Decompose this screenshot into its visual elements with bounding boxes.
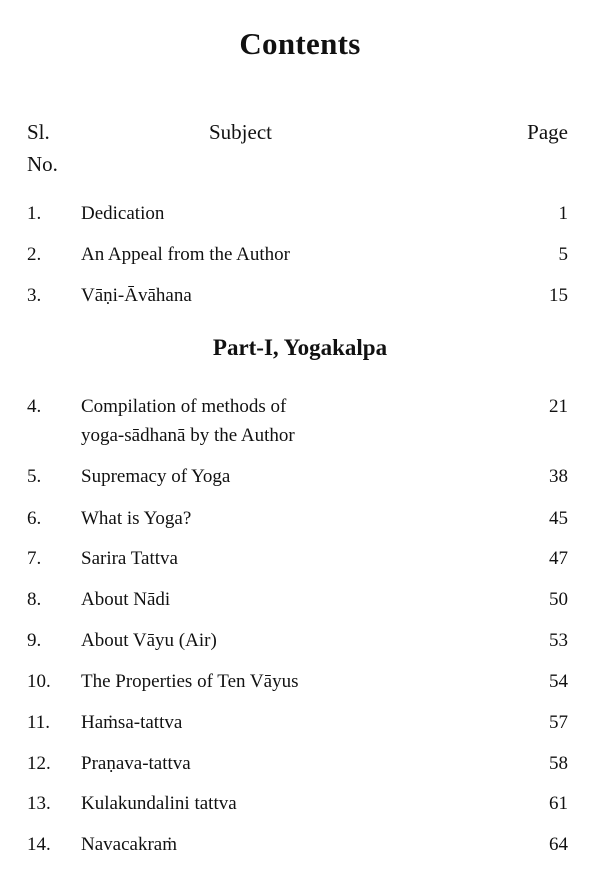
entry-subject: The Properties of Ten Vāyus	[81, 671, 299, 692]
part-heading: Part-I, Yogakalpa	[212, 335, 388, 360]
entry-subject: About Vāyu (Air)	[81, 630, 217, 651]
entry-page: 64	[549, 834, 568, 855]
entry-number: 13.	[27, 793, 51, 814]
entry-subject: Dedication	[81, 203, 165, 224]
entry-number: 7.	[27, 548, 42, 569]
entry-subject: Haṁsa-tattva	[81, 712, 183, 733]
entry-page: 57	[549, 712, 568, 733]
header-sl-no	[27, 116, 58, 180]
entry-page: 47	[549, 548, 568, 569]
entry-page: 38	[549, 466, 568, 487]
entry-page: 1	[558, 203, 568, 224]
entry-number: 8.	[27, 589, 42, 610]
entry-number: 4.	[27, 396, 42, 417]
entry-number: 11.	[27, 712, 51, 733]
entry-subject-line1: Compilation of methods of	[81, 396, 287, 417]
entry-page: 61	[549, 793, 568, 814]
header-no-label: No.	[27, 152, 58, 176]
entry-subject: What is Yoga?	[81, 508, 192, 529]
page-title: Contents	[239, 26, 361, 61]
entry-subject: Sarira Tattva	[81, 548, 178, 569]
entry-number: 6.	[27, 508, 42, 529]
entry-subject: About Nādi	[81, 589, 171, 610]
header-subject: Subject	[209, 120, 272, 144]
entry-page: 50	[549, 589, 568, 610]
entry-page: 45	[549, 508, 568, 529]
entry-page: 15	[549, 285, 568, 306]
entry-subject: Vāṇi-Āvāhana	[81, 285, 192, 306]
entry-subject: Navacakraṁ	[81, 834, 177, 855]
entry-page: 54	[549, 671, 568, 692]
entry-subject: Kulakundalini tattva	[81, 793, 237, 814]
entry-number: 3.	[27, 285, 42, 306]
entry-number: 14.	[27, 834, 51, 855]
entry-subject: Supremacy of Yoga	[81, 466, 231, 487]
entry-page: 58	[549, 753, 568, 774]
entry-subject-line2: yoga-sādhanā by the Author	[81, 425, 295, 446]
entry-page: 53	[549, 630, 568, 651]
entry-number: 12.	[27, 753, 51, 774]
entry-number: 10.	[27, 671, 51, 692]
header-sl-label: Sl.	[27, 120, 50, 144]
entry-subject: Praṇava-tattva	[81, 753, 191, 774]
entry-page: 5	[558, 244, 568, 265]
entry-subject: An Appeal from the Author	[81, 244, 290, 265]
header-page: Page	[527, 120, 568, 144]
entry-number: 1.	[27, 203, 42, 224]
entry-number: 5.	[27, 466, 42, 487]
entry-page: 21	[549, 396, 568, 417]
entry-number: 2.	[27, 244, 42, 265]
entry-subject	[81, 392, 411, 450]
entry-number: 9.	[27, 630, 42, 651]
